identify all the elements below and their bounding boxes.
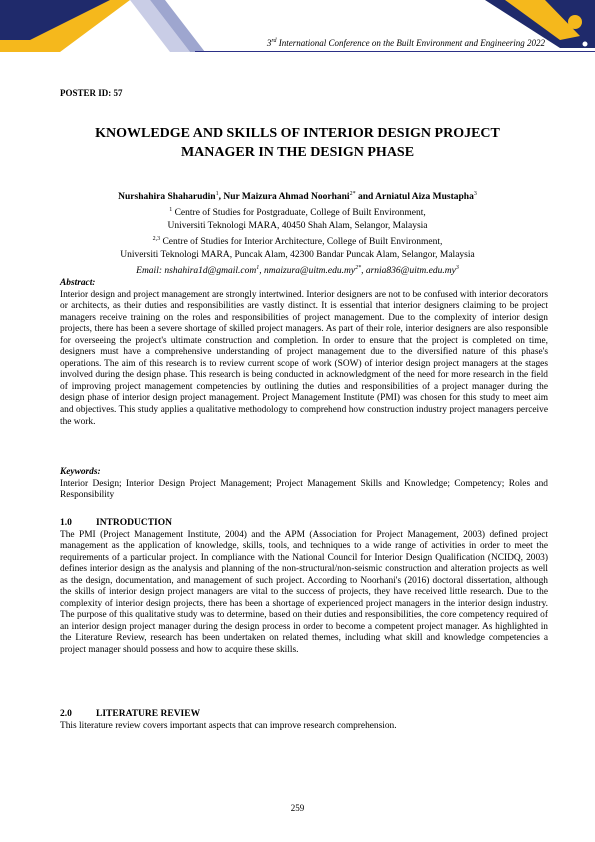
abstract-section [60,278,548,428]
deco-dot-5 [583,42,588,47]
paper-title [50,124,545,162]
section-heading-literature-review: 2.0 LITERATURE REVIEW [60,709,201,719]
section-literature-review [60,709,548,732]
deco-dot-2 [532,9,539,16]
affiliation-2: $^{2,3}$ Centre of Studies for Interior Architecture, College of Built Environment, [152,236,443,248]
keywords-section [60,467,548,502]
abstract-text: Interior design and project management are strongly intertwined. Interior designers are not to be confused with interior decorators or architects, as their duties and responsibilities are vastly distinct. It is essential that interior designers claiming to be project managers receive training on the roles and responsibilities of project management. Due to the complexity of interior design projects, there has been a severe shortage of skilled project managers. As part of their role, interior designers are also responsible for overseeing the project's ultimate construction and completion. In order to ensure that the project is completed on time, designers must have a comprehensive understanding of project management due to the diversified nature of this phase's operations. The aim of this research is to review current scope of work (SOW) of interior design project managers at the stages involved during the design phase. This research is being conducted in acknowledgment of the need for more research in the field of improving project management competencies by outlining the duties and responsibilities of a project manager during the design phase of interior design project management. Project Management Institute (PMI) was chosen for this study to meet aim and objectives. This study applies a qualitative methodology to comprehend how construction industry project managers perceive the work. [60,289,548,427]
author-block [40,188,555,279]
paper-title-line1: KNOWLEDGE AND SKILLS OF INTERIOR DESIGN PROJECT [95,126,500,141]
section-heading-introduction: 1.0 INTRODUCTION [60,518,173,528]
affiliation-1-line2: Universiti Teknologi MARA, 40450 Shah Alam, Selangor, Malaysia [167,221,428,232]
page-number: 259 [290,803,305,813]
paper-title-line2: MANAGER IN THE DESIGN PHASE [180,145,415,160]
literature-review-text: This literature review covers important aspects that can improve research comprehension. [60,720,397,731]
affiliation-1: $^1$ Centre of Studies for Postgraduate, College of Built Environment, [169,207,426,219]
author-names: Nurshahira Shaharudin$^1$, Nur Maizura Ahmad Noorhani$^{2*}$ and Arniatul Aiza Mustapha$^3$ [118,191,477,203]
deco-dot-1 [568,15,582,29]
keywords-text: Interior Design; Interior Design Project Management; Project Management Skills and Knowledge; Competency; Roles and Responsibility [60,478,548,501]
deco-dot-3 [549,27,555,33]
introduction-text: The PMI (Project Management Institute, 2004) and the APM (Association for Project Management, 2003) defined project management as the application of knowledge, skills, tools, and techniques to a wide range of activities in order to meet the requirements of a particular project. In compliance with the National Council for Interior Design Qualification (NCIDQ, 2003) defines interior design as the analysis and planning of the non-structural/non-seismic construction and alteration projects as well as the design, documentation, and management of such project. According to Noorhani's (2016) doctoral dissertation, although the skills of interior design project managers are vital to the success of projects, they have received little research. Due to the complexity of interior design projects, there has been a shortage of experienced project managers in the interior design industry. The purpose of this qualitative study was to determine, based on their duties and responsibilities, the core competency required of an interior design project manager during the design process in order to become a competent project manager. As highlighted in the Literature Review, research has been undertaken on related themes, including what skill and knowledge competencies a project manager should possess and how to acquire these skills. [60,529,548,656]
section-introduction [60,518,548,657]
header-rule [195,51,595,52]
abstract-label: Abstract: [60,278,96,288]
author-emails: Email: nshahira1d@gmail.com$^1$, $nmaizura@uitm.edu.my^{2*}$, $arnia836@uitm.edu.my^3$ [136,265,459,277]
poster-id: POSTER ID: 57 [60,88,123,98]
affiliation-2-line2: Universiti Teknologi MARA, Puncak Alam, 42300 Bandar Puncak Alam, Selangor, Malaysia [120,250,475,261]
conference-title: 3rd International Conference on the Built Environment and Engineering 2022 [266,38,545,48]
deco-dot-4 [518,24,522,28]
keywords-label: Keywords: [60,467,101,477]
